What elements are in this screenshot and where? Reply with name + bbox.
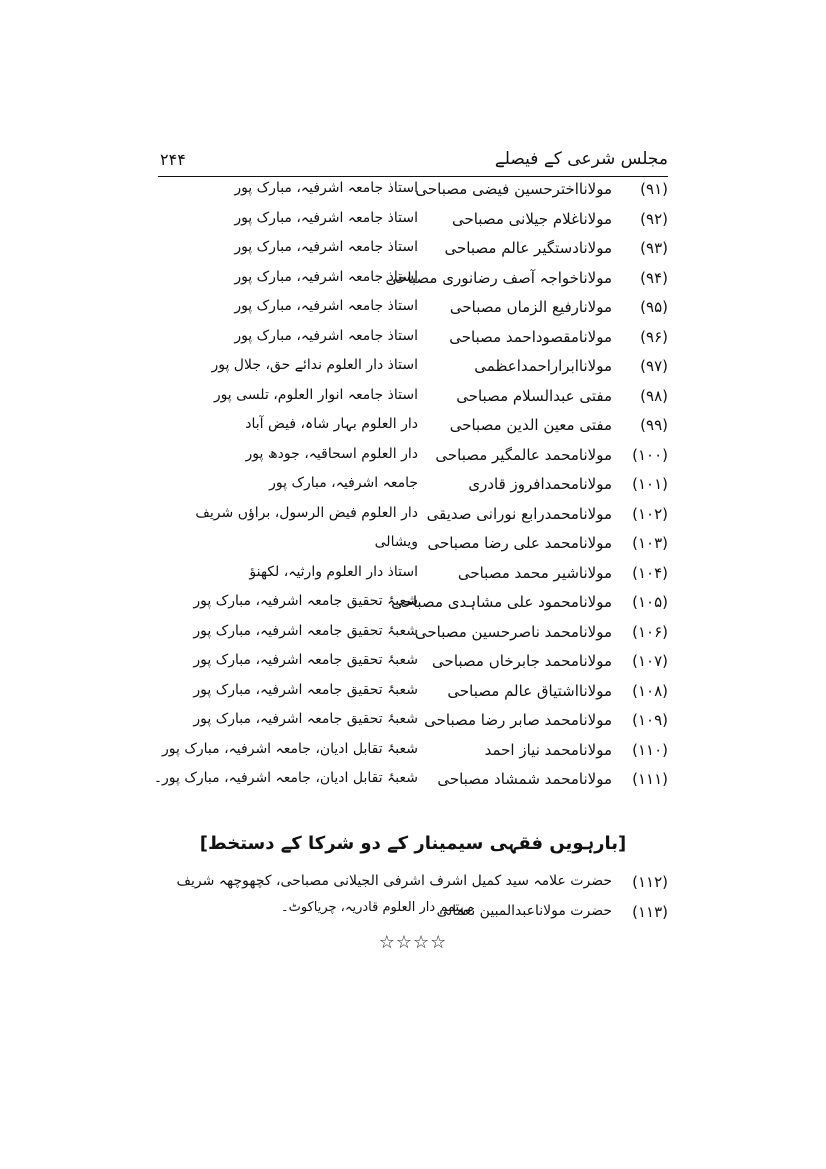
section-heading: [بارہویں فقہی سیمینار کے دو شرکا کے دستخط] [199, 833, 627, 854]
participant-affiliation: جامعہ اشرفیہ، مبارک پور [269, 475, 418, 491]
entry-number: (۱۰۴) [632, 563, 668, 582]
participant-affiliation: شعبۂ تقابل ادیان، جامعہ اشرفیہ، مبارک پور۔ [153, 770, 418, 786]
list-item [0, 501, 826, 531]
participant-affiliation: شعبۂ تحقیق جامعہ اشرفیہ، مبارک پور [193, 681, 418, 698]
participant-name: مولانامحمد ناصرحسین مصباحی [414, 622, 612, 641]
signatory-name: حضرت علامہ سید کمیل اشرف اشرفی الجیلانی مصباحی، کچھوچھہ شریف [176, 873, 612, 889]
participant-affiliation: استاذ دار العلوم وارثیہ، لکھنؤ [249, 563, 418, 580]
entry-number: (۹۸) [640, 386, 668, 405]
running-title: مجلس شرعی کے فیصلے [494, 149, 668, 169]
participant-affiliation: استاذ دار العلوم ندائے حق، جلال پور [211, 357, 418, 373]
entry-number: (۹۵) [640, 298, 668, 316]
entry-number: (۱۰۹) [632, 711, 668, 729]
participant-affiliation: شعبۂ تحقیق جامعہ اشرفیہ، مبارک پور [193, 652, 418, 668]
entry-number: (۹۲) [640, 209, 668, 228]
participants-list [0, 176, 826, 796]
participant-name: مولانامحمدرابع نورانی صدیقی [426, 504, 612, 523]
participant-name: مولانامحمد نیاز احمد [484, 740, 612, 759]
participant-affiliation: شعبۂ تقابل ادیان، جامعہ اشرفیہ، مبارک پور [162, 740, 418, 757]
participant-affiliation: استاذ جامعہ اشرفیہ، مبارک پور [234, 209, 418, 226]
participant-name: مولانامحمود علی مشاہدی مصباحی [391, 593, 612, 611]
participant-affiliation: شعبۂ تحقیق جامعہ اشرفیہ، مبارک پور [193, 593, 418, 609]
list-item [0, 530, 826, 560]
entry-number: (۱۰۰) [632, 445, 668, 464]
entry-number: (۱۱۲) [632, 873, 668, 891]
list-item [0, 560, 826, 590]
signatory-item [0, 870, 826, 900]
list-item [0, 442, 826, 472]
list-item [0, 206, 826, 236]
list-item [0, 353, 826, 383]
list-item [0, 707, 826, 737]
closing-stars: ☆☆☆☆ [378, 932, 448, 953]
participant-affiliation: دار العلوم بہار شاہ، فیض آباد [245, 416, 418, 432]
entry-number: (۱۰۶) [632, 622, 668, 641]
participant-affiliation: شعبۂ تحقیق جامعہ اشرفیہ، مبارک پور [193, 711, 418, 727]
entry-number: (۱۱۱) [632, 770, 668, 788]
participant-name: مولاناغلام جیلانی مصباحی [451, 209, 612, 228]
page-number: ۲۴۴ [160, 150, 186, 169]
list-item [0, 589, 826, 619]
participant-name: مولاناخواجہ آصف رضانوری مصباحی [385, 268, 612, 287]
participant-name: مولانادستگیر عالم مصباحی [444, 239, 612, 257]
list-item [0, 619, 826, 649]
participant-name: مولانامحمدافروز قادری [468, 475, 612, 493]
entry-number: (۱۰۵) [632, 593, 668, 611]
entry-number: (۹۱) [640, 180, 668, 198]
list-item [0, 383, 826, 413]
participant-affiliation: استاذ جامعہ اشرفیہ، مبارک پور [234, 239, 418, 255]
participant-affiliation: استاذ جامعہ اشرفیہ، مبارک پور [234, 327, 418, 344]
entry-number: (۹۹) [640, 416, 668, 434]
entry-number: (۱۰۷) [632, 652, 668, 670]
list-item [0, 648, 826, 678]
entry-number: (۱۰۲) [632, 504, 668, 523]
entry-number: (۱۱۳) [632, 903, 668, 921]
participant-name: مولاناشیر محمد مصباحی [457, 563, 612, 582]
list-item [0, 471, 826, 501]
entry-number: (۱۰۱) [632, 475, 668, 493]
participant-affiliation: ویشالی [374, 534, 418, 550]
participant-name: مولانامحمد صابر رضا مصباحی [424, 711, 612, 729]
participant-name: مولانااشتیاق عالم مصباحی [447, 681, 612, 700]
entry-number: (۹۴) [640, 268, 668, 287]
participant-name: مولانامحمد جابرخاں مصباحی [432, 652, 612, 670]
entry-number: (۹۷) [640, 357, 668, 375]
participant-affiliation: دار العلوم اسحاقیہ، جودھ پور [245, 445, 418, 462]
participant-affiliation: استاذ جامعہ انوار العلوم، تلسی پور [213, 386, 418, 403]
list-item [0, 265, 826, 295]
list-item [0, 235, 826, 265]
signatory-affiliation: مہتمم دار العلوم قادریہ، چریاکوٹ۔ [280, 900, 474, 915]
participant-name: مفتی معین الدین مصباحی [449, 416, 612, 434]
signatories-list [0, 870, 826, 930]
signatory-item [0, 900, 826, 930]
list-item [0, 324, 826, 354]
participant-name: مولانامقصوداحمد مصباحی [449, 327, 612, 346]
list-item [0, 176, 826, 206]
list-item [0, 678, 826, 708]
entry-number: (۹۳) [640, 239, 668, 257]
participant-affiliation: استاذ جامعہ اشرفیہ، مبارک پور [234, 298, 418, 314]
participant-name: مولانامحمد عالمگیر مصباحی [435, 445, 612, 464]
participant-name: مولانامحمد شمشاد مصباحی [437, 770, 612, 788]
participant-name: مفتی عبدالسلام مصباحی [456, 386, 612, 405]
entry-number: (۱۱۰) [632, 740, 668, 759]
participant-name: مولاناابراراحمداعظمی [474, 357, 612, 375]
list-item [0, 766, 826, 796]
page-header [158, 148, 668, 177]
entry-number: (۹۶) [640, 327, 668, 346]
list-item [0, 412, 826, 442]
participant-affiliation: دار العلوم فیض الرسول، براؤں شریف [195, 504, 418, 521]
participant-name: مولانااخترحسین فیضی مصباحی [415, 180, 612, 198]
participant-name: مولانامحمد علی رضا مصباحی [427, 534, 612, 552]
entry-number: (۱۰۳) [632, 534, 668, 552]
participant-affiliation: استاذ جامعہ اشرفیہ، مبارک پور [234, 180, 418, 196]
signatory-name: حضرت مولاناعبدالمبین نعمانی [436, 903, 612, 919]
entry-number: (۱۰۸) [632, 681, 668, 700]
participant-name: مولانارفیع الزماں مصباحی [449, 298, 612, 316]
participant-affiliation: استاذ جامعہ اشرفیہ، مبارک پور [234, 268, 418, 285]
list-item [0, 294, 826, 324]
list-item [0, 737, 826, 767]
participant-affiliation: شعبۂ تحقیق جامعہ اشرفیہ، مبارک پور [193, 622, 418, 639]
